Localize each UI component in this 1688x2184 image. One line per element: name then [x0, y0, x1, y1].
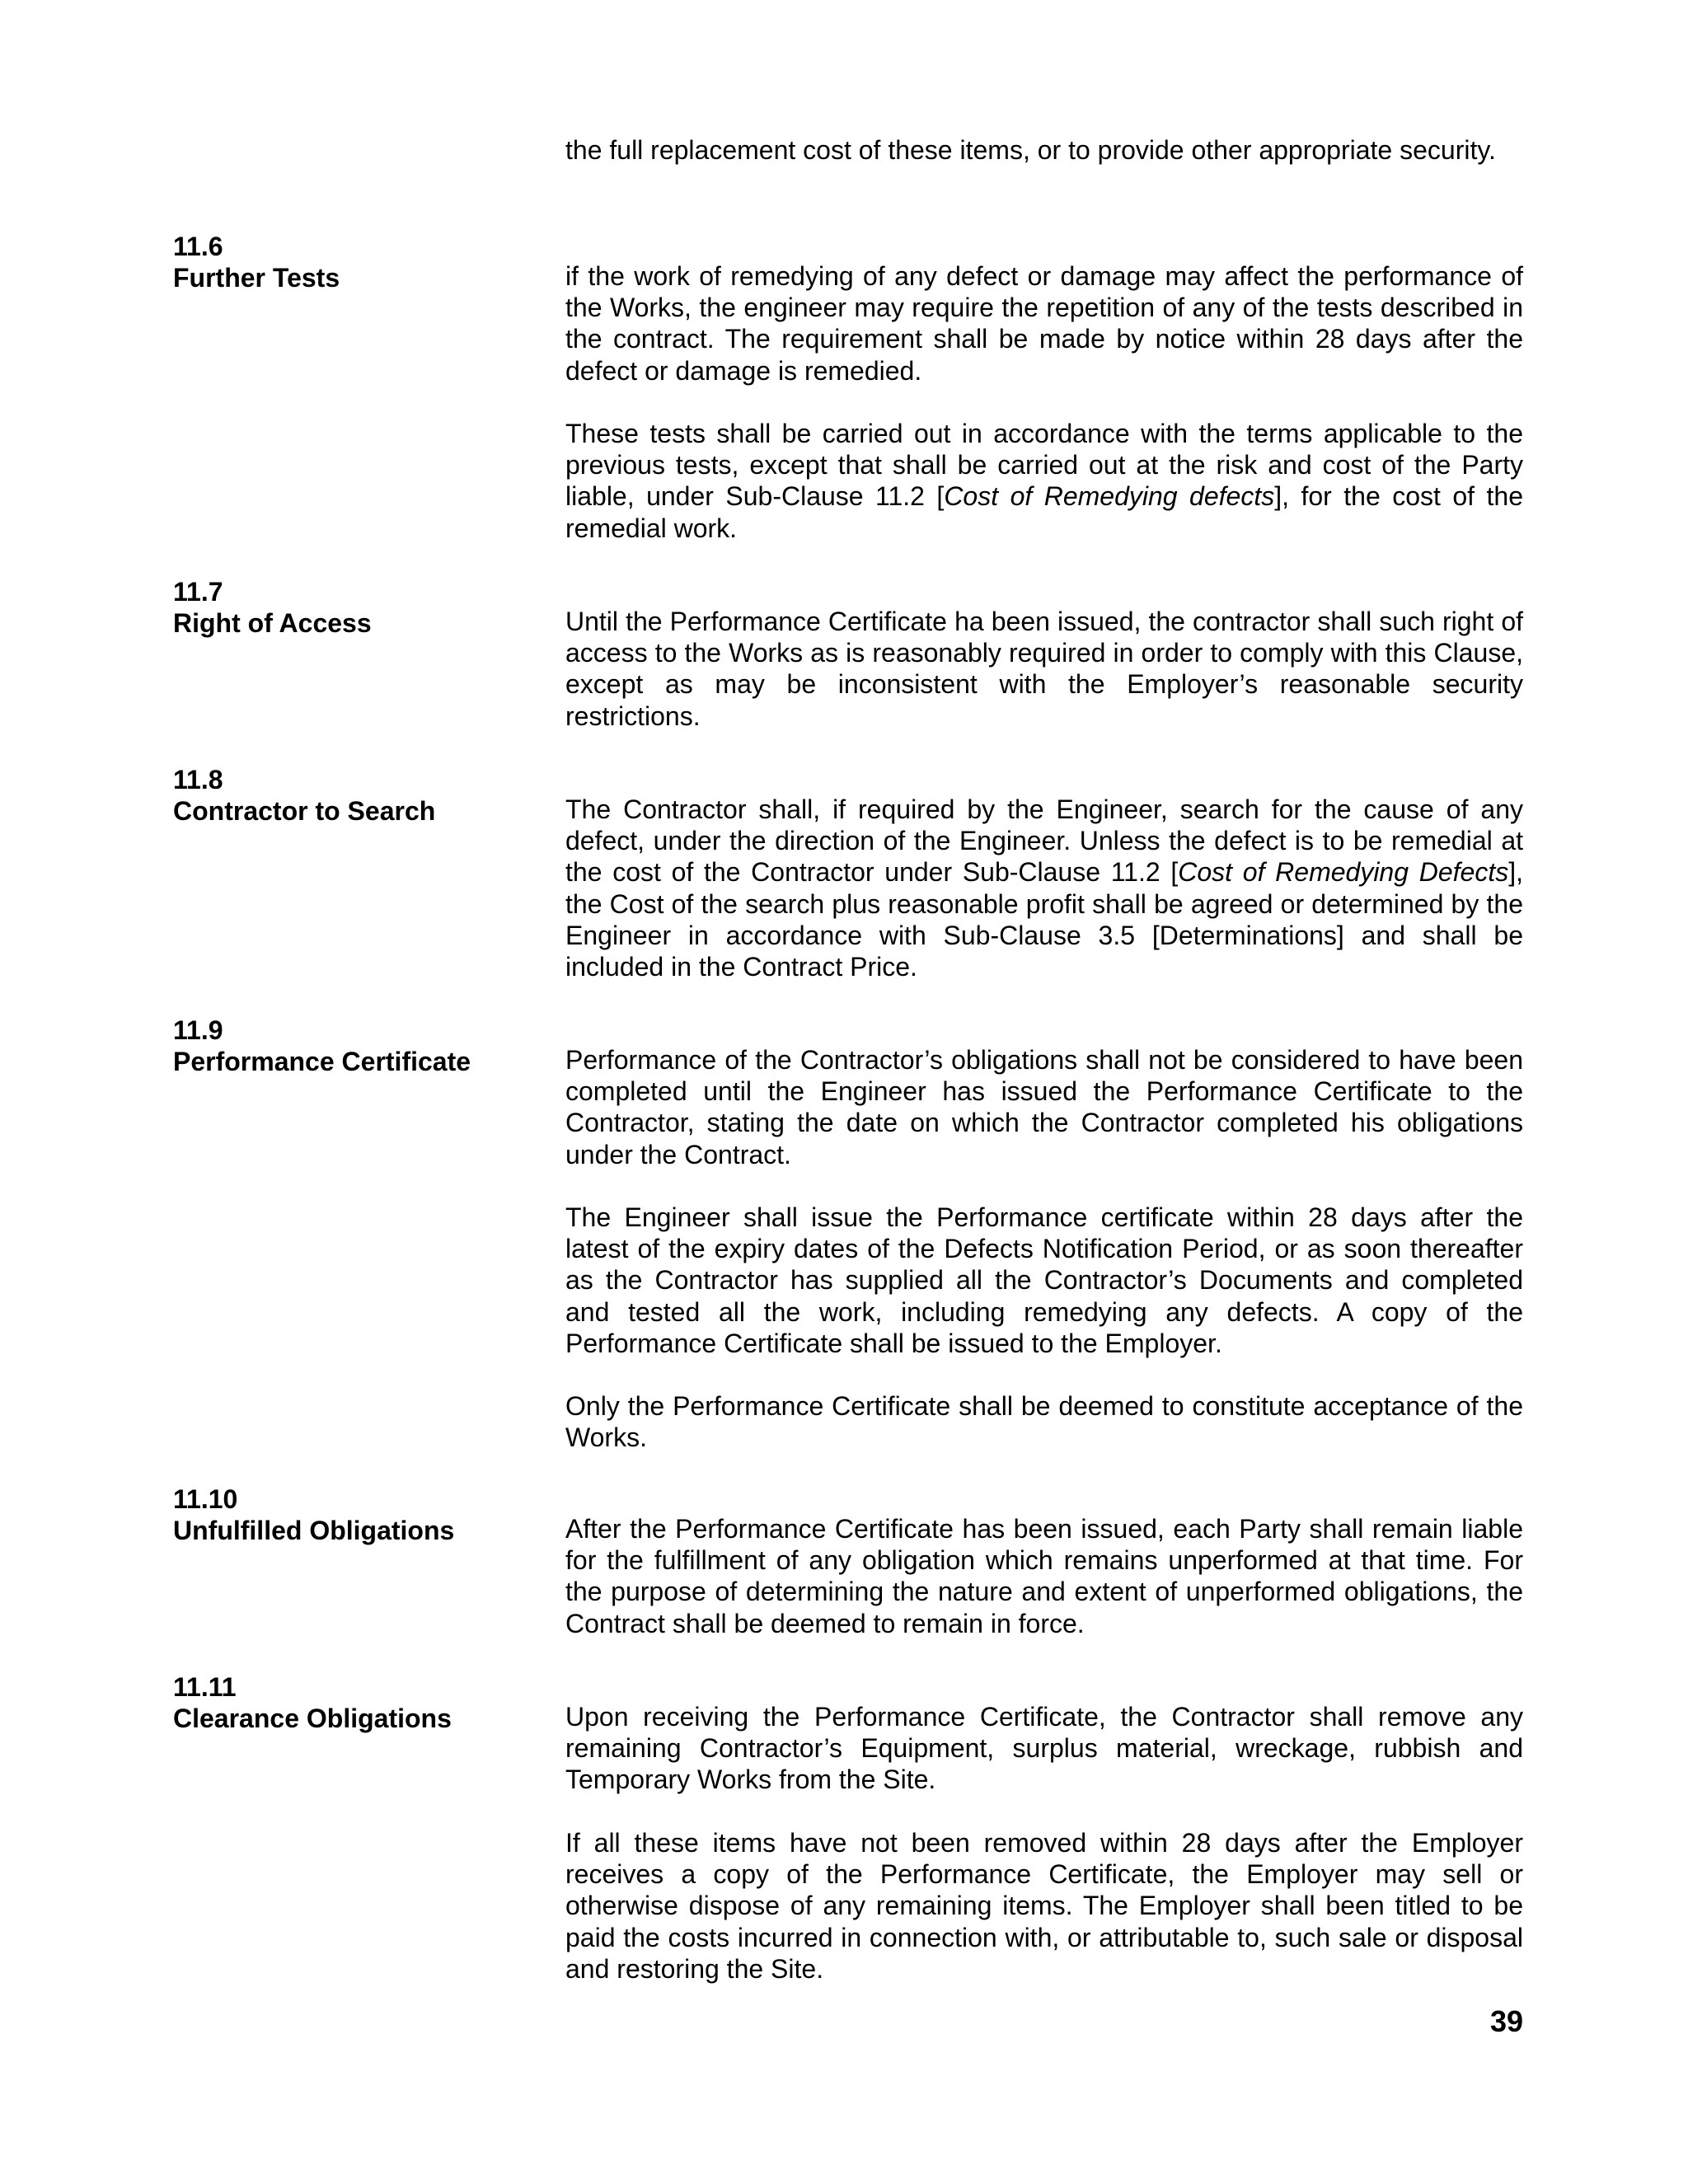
- clause-heading-11-8: [173, 764, 435, 827]
- clause-title: Clearance Obligations: [173, 1704, 452, 1733]
- paragraph-continuation: the full replacement cost of these items, or to provide other appropriate security.: [565, 135, 1496, 165]
- italic-reference: Cost of Remedying Defects: [1178, 857, 1509, 888]
- clause-heading-11-6: [173, 231, 340, 293]
- paragraph-11-11-b: If all these items have not been removed within 28 days after the Employer receives a copy of the Performance Certificate, the Employer may sell or otherwise dispose of any remaining items. The Employer shall been titled to be paid the costs incurred in connection with, or attributable to, such sale or disposal and restoring the Site.: [565, 1828, 1523, 1984]
- page-number: 39: [1489, 2004, 1523, 2038]
- clause-heading-11-9: [173, 1015, 471, 1077]
- clause-title: Right of Access: [173, 608, 372, 638]
- paragraph-11-8: [565, 794, 1523, 982]
- text-run: These tests shall be carried out in accordance with the terms applicable to the previous tests, except that shall be carried out at the risk and cost of the Party liable, under Sub-Clause 11.2 [: [565, 419, 1523, 512]
- clause-heading-11-11: [173, 1671, 452, 1734]
- paragraph-11-7: Until the Performance Certificate ha been issued, the contractor shall such right of access to the Works as is reasonably required in order to comply with this Clause, except as may be inconsistent with the Employer’s reasonable security restrictions.: [565, 607, 1523, 731]
- clause-number: 11.7: [173, 577, 223, 607]
- paragraph-11-10: After the Performance Certificate has been issued, each Party shall remain liable for the fulfillment of any obligation which remains unperformed at that time. For the purpose of determining the nature and extent of unperformed obligations, the Contract shall be deemed to remain in force.: [565, 1514, 1523, 1638]
- clause-title: Performance Certificate: [173, 1047, 471, 1076]
- clause-number: 11.11: [173, 1672, 237, 1702]
- italic-reference: Cost of Remedying defects: [944, 481, 1275, 512]
- clause-number: 11.8: [173, 765, 223, 794]
- paragraph-11-9-b: The Engineer shall issue the Performance certificate within 28 days after the latest of the expiry dates of the Defects Notification Period, or as soon thereafter as the Contractor has supplied all the Contractor’s Documents and completed and tested all the work, including remedying any defects. A copy of the Performance Certificate shall be issued to the Employer.: [565, 1202, 1523, 1358]
- clause-heading-11-10: [173, 1483, 454, 1546]
- clause-number: 11.9: [173, 1015, 223, 1045]
- clause-title: Unfulfilled Obligations: [173, 1516, 455, 1545]
- paragraph-11-6-b: [565, 418, 1523, 544]
- paragraph-11-9-a: Performance of the Contractor’s obligations shall not be considered to have been completed until the Engineer has issued the Performance Certificate to the Contractor, stating the date on which the Contractor completed his obligations under the Contract.: [565, 1045, 1523, 1169]
- clause-number: 11.10: [173, 1484, 238, 1514]
- text-run: The Contractor shall, if required by the Engineer, search for the cause of any defect, under the direction of the Engineer. Unless the defect is to be remedial at the cost of the Contractor under Sub-Clause 11.2 [: [565, 794, 1523, 888]
- paragraph-11-9-c: Only the Performance Certificate shall be deemed to constitute acceptance of the Works.: [565, 1391, 1523, 1453]
- clause-title: Contractor to Search: [173, 796, 436, 826]
- paragraph-11-11-a: Upon receiving the Performance Certificate, the Contractor shall remove any remaining Contractor’s Equipment, surplus material, wreckage, rubbish and Temporary Works from the Site.: [565, 1702, 1523, 1795]
- clause-number: 11.6: [173, 232, 223, 261]
- clause-heading-11-7: [173, 576, 372, 639]
- text-run: ], for the cost of the remedial work.: [565, 481, 1524, 543]
- paragraph-11-6-a: if the work of remedying of any defect or damage may affect the performance of the Works, the engineer may require the repetition of any of the tests described in the contract. The requirement shall be made by notice within 28 days after the defect or damage is remedied.: [565, 261, 1523, 386]
- clause-title: Further Tests: [173, 263, 340, 293]
- text-run: ], the Cost of the search plus reasonable profit shall be agreed or determined by the Engineer in accordance with Sub-Clause 3.5 [Determinations] and shall be included in the Contract Price.: [565, 857, 1524, 982]
